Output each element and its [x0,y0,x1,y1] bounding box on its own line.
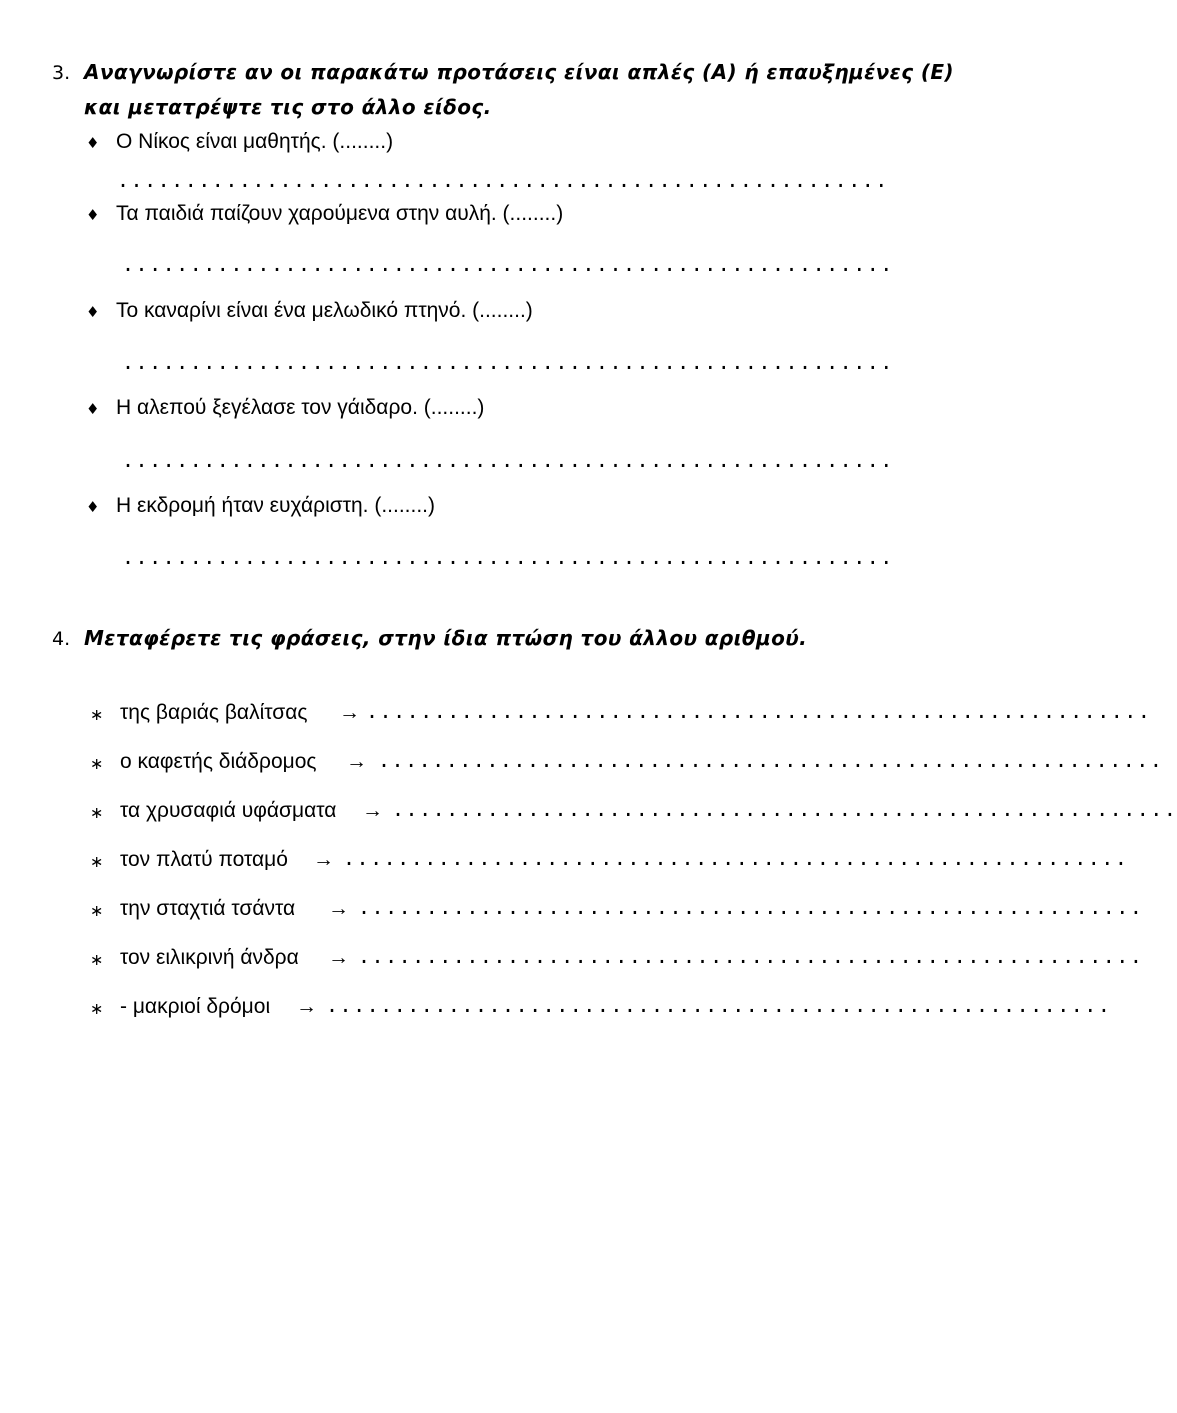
exercise-4-answer-line-1[interactable]: .......................................................... [366,699,1152,723]
exercise-3-answer-line-3[interactable]: ......................................................... [122,350,894,374]
arrow-right-icon: → [362,799,383,822]
asterisk-bullet-icon: ∗ [90,852,104,871]
exercise-4-answer-line-3[interactable]: .......................................................... [392,797,1177,821]
asterisk-bullet-icon: ∗ [90,705,104,724]
exercise-3-answer-line-5[interactable]: ......................................................... [122,545,894,569]
exercise-4-number: 4. [52,628,71,650]
diamond-bullet-icon: ♦ [86,134,100,152]
exercise-4-answer-line-5[interactable]: .......................................................... [358,895,1144,919]
exercise-3-sentence-5: Η εκδρομή ήταν ευχάριστη. (........) [116,494,436,517]
asterisk-bullet-icon: ∗ [90,950,104,969]
exercise-4-answer-line-6[interactable]: .......................................................... [358,944,1144,968]
exercise-3-answer-line-2[interactable]: ......................................................... [122,252,894,276]
asterisk-bullet-icon: ∗ [90,999,104,1018]
arrow-right-icon: → [313,848,334,871]
exercise-3-sentence-1: Ο Νίκος είναι μαθητής. (........) [116,130,394,153]
exercise-4-phrase-6: τον ειλικρινή άνδρα [120,946,299,969]
exercise-4-phrase-1: της βαριάς βαλίτσας [120,701,308,724]
diamond-bullet-icon: ♦ [86,498,100,516]
asterisk-bullet-icon: ∗ [90,754,104,773]
exercise-3-instruction-line-2: και μετατρέψτε τις στο άλλο είδος. [84,95,492,119]
arrow-right-icon: → [328,946,349,969]
diamond-bullet-icon: ♦ [86,303,100,321]
exercise-4-answer-line-2[interactable]: .......................................................... [378,748,1164,772]
exercise-4-answer-line-4[interactable]: .......................................................... [343,846,1129,870]
exercise-3-instruction-line-1: Αναγνωρίστε αν οι παρακάτω προτάσεις είναι απλές (Α) ή επαυξημένες (Ε) [84,60,954,84]
diamond-bullet-icon: ♦ [86,206,100,224]
exercise-3-sentence-2: Τα παιδιά παίζουν χαρούμενα στην αυλή. (........) [116,202,564,225]
exercise-4-phrase-3: τα χρυσαφιά υφάσματα [120,799,337,822]
arrow-right-icon: → [346,750,367,773]
arrow-right-icon: → [296,995,317,1018]
exercise-3-answer-line-1[interactable]: ......................................................... [117,168,889,192]
arrow-right-icon: → [339,701,360,724]
exercise-3-sentence-4: Η αλεπού ξεγέλασε τον γάιδαρο. (........) [116,396,485,419]
exercise-4-phrase-7: - μακριοί δρόμοι [120,995,271,1018]
exercise-4-phrase-5: την σταχτιά τσάντα [120,897,296,920]
exercise-4-instruction: Μεταφέρετε τις φράσεις, στην ίδια πτώση του άλλου αριθμού. [84,626,808,650]
diamond-bullet-icon: ♦ [86,400,100,418]
exercise-3-sentence-3: Το καναρίνι είναι ένα μελωδικό πτηνό. (........) [116,299,533,322]
asterisk-bullet-icon: ∗ [90,901,104,920]
exercise-4-answer-line-7[interactable]: .......................................................... [326,993,1112,1017]
exercise-3-number: 3. [52,62,71,84]
asterisk-bullet-icon: ∗ [90,803,104,822]
exercise-3-answer-line-4[interactable]: ......................................................... [122,448,894,472]
exercise-4-phrase-2: ο καφετής διάδρομος [120,750,317,773]
exercise-4-phrase-4: τον πλατύ ποταμό [120,848,288,871]
arrow-right-icon: → [328,897,349,920]
